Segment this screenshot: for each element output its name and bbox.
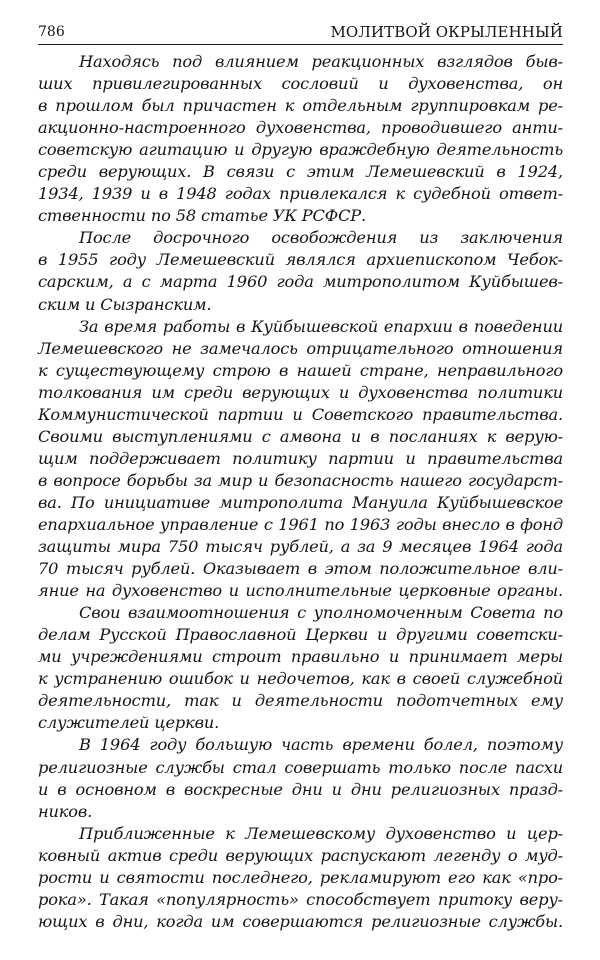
text-line: яние на духовенство и исполнительные церковные органы.	[38, 581, 563, 601]
text-line: ским и Сызранским.	[38, 294, 212, 314]
text-line: ковный актив среди верующих распускают легенду о муд-	[38, 845, 563, 865]
text-line: советскую агитацию и другую враждебную деятельность	[38, 140, 563, 160]
text-line: За время работы в Куйбышевской епархии в поведении	[79, 316, 563, 336]
text-line: к существующему строю в нашей стране, неправильного	[38, 360, 563, 380]
book-page	[38, 20, 563, 933]
text-line: религиозные службы стал совершать только после пасхи	[38, 757, 563, 777]
page-number: 786	[38, 24, 65, 40]
book-title: МОЛИТВОЙ ОКРЫЛЕННЫЙ	[330, 23, 563, 41]
paragraph	[38, 51, 563, 227]
text-line: 1934, 1939 и в 1948 годах привлекался к судебной ответ-	[38, 184, 563, 204]
text-line: Лемешевского не замечалось отрицательного отношения	[38, 338, 563, 358]
text-line: в прошлом был причастен к отдельным группировкам ре-	[38, 96, 563, 116]
text-line: рости и святости последнего, рекламируют его как «про-	[38, 867, 563, 887]
paragraph	[38, 823, 563, 933]
text-line: ших привилегированных сословий и духовенства, он	[38, 74, 563, 94]
text-line: деятельности, так и деятельности подотчетных ему	[38, 691, 563, 711]
text-line: среди верующих. В связи с этим Лемешевский в 1924,	[38, 162, 563, 182]
text-line: После досрочного освобождения из заключения	[79, 228, 563, 248]
text-line: ственности по 58 статье УК РСФСР.	[38, 206, 367, 226]
text-line: служителей церкви.	[38, 713, 220, 733]
text-line: рока». Такая «популярность» способствует притоку веру-	[38, 889, 563, 909]
text-line: делам Русской Православной Церкви и другими советски-	[38, 625, 563, 645]
text-line: В 1964 году большую часть времени болел, поэтому	[79, 735, 563, 755]
paragraph	[38, 227, 563, 315]
text-line: 70 тысяч рублей. Оказывает в этом положительное вли-	[38, 559, 563, 579]
text-line: Своими выступлениями с амвона и в посланиях к верую-	[38, 426, 563, 446]
text-line: акционно-настроенного духовенства, проводившего анти-	[38, 118, 563, 138]
paragraph	[38, 734, 563, 822]
text-line: в вопросе борьбы за мир и безопасность нашего государст-	[38, 470, 563, 490]
text-line: сарским, а с марта 1960 года митрополитом Куйбышев-	[38, 272, 563, 292]
text-line: епархиальное управление с 1961 по 1963 годы внесло в фонд	[38, 514, 563, 534]
text-line: Свои взаимоотношения с уполномоченным Совета по	[79, 603, 563, 623]
text-line: щим поддерживает политику партии и правительства	[38, 448, 563, 468]
text-line: защиты мира 750 тысяч рублей, а за 9 месяцев 1964 года	[38, 537, 563, 557]
text-line: в 1955 году Лемешевский являлся архиепископом Чебок-	[38, 250, 563, 270]
paragraph	[38, 316, 563, 603]
text-line: к устранению ошибок и недочетов, как в своей служебной	[38, 669, 563, 689]
running-head	[38, 20, 563, 45]
text-line: ми учреждениями строит правильно и принимает меры	[38, 647, 563, 667]
text-line: ющих в дни, когда им совершаются религиозные службы.	[38, 911, 563, 931]
text-line: толкования им среди верующих и духовенства политики	[38, 382, 563, 402]
text-line: Приближенные к Лемешевскому духовенство и цер-	[79, 823, 563, 843]
body-text	[38, 51, 563, 933]
text-line: Находясь под влиянием реакционных взглядов быв-	[79, 52, 563, 71]
text-line: и в основном в воскресные дни и дни религиозных празд-	[38, 779, 563, 799]
text-line: Коммунистической партии и Советского правительства.	[38, 404, 563, 424]
text-line: ва. По инициативе митрополита Мануила Куйбышевское	[38, 492, 563, 512]
text-line: ников.	[38, 801, 93, 821]
paragraph	[38, 602, 563, 734]
